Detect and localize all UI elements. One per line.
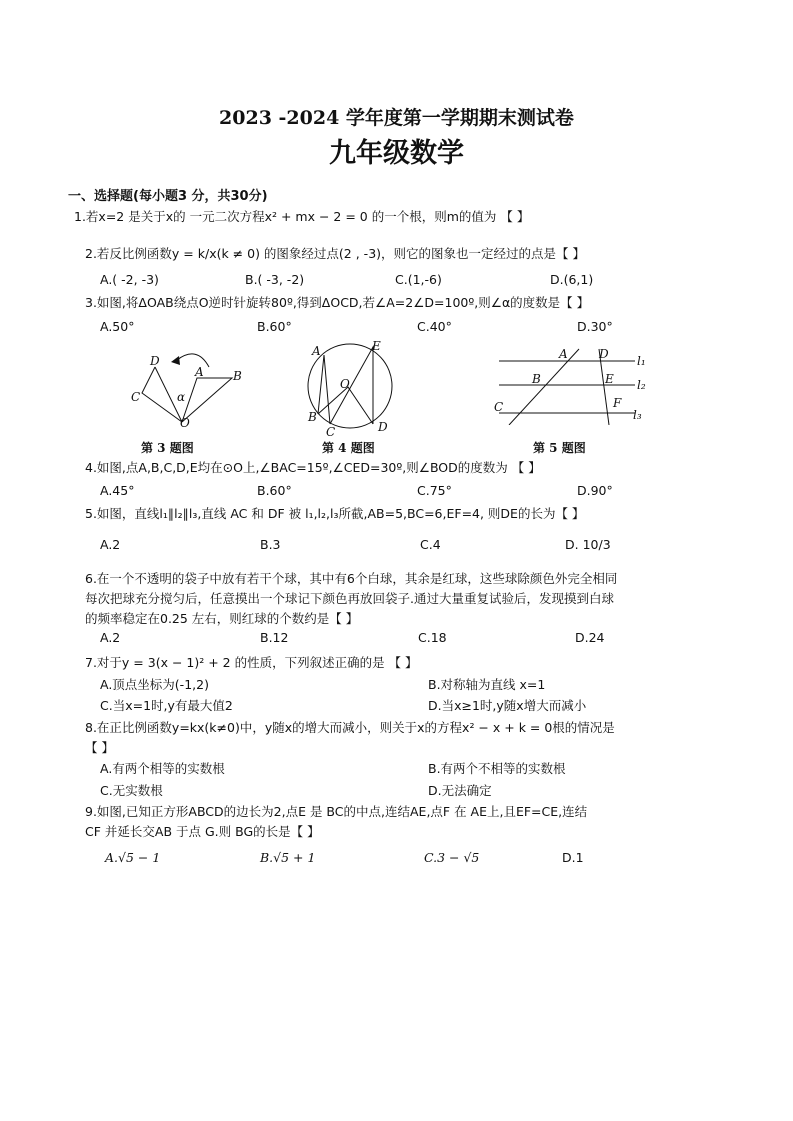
question-4: 4.如图,点A,B,C,D,E均在⊙O上,∠BAC=15º,∠CED=30º,则∠BOD的度数为 【 】 xyxy=(85,460,541,475)
question-9-line-2: CF 并延长交AB 于点 G.则 BG的长是【 】 xyxy=(85,824,320,839)
question-9-line-1: 9.如图,已知正方形ABCD的边长为2,点E 是 BC的中点,连结AE,点F 在 AE上,且EF=CE,连结 xyxy=(85,804,588,819)
fig5-label-b: B xyxy=(532,372,541,386)
fig4-label-d: D xyxy=(378,420,388,434)
fig3-label-o: O xyxy=(180,416,190,430)
fig3-label-d: D xyxy=(150,354,160,368)
q8-option-d: D.无法确定 xyxy=(428,783,492,798)
q2-option-d: D.(6,1) xyxy=(550,272,594,287)
q3-option-b: B.60° xyxy=(257,319,292,334)
fig4-label-a: A xyxy=(312,344,321,358)
fig5-label-a: A xyxy=(559,347,568,361)
q5-option-c: C.4 xyxy=(420,537,441,552)
q8-option-a: A.有两个相等的实数根 xyxy=(100,761,225,776)
q7-option-a: A.顶点坐标为(-1,2) xyxy=(100,677,209,692)
q6-option-c: C.18 xyxy=(418,630,447,645)
fig4-label-o: O xyxy=(340,377,350,391)
fig3-rotation-arc xyxy=(177,354,209,367)
question-6-line-3: 的频率稳定在0.25 左右，则红球的个数约是【 】 xyxy=(85,611,359,626)
q6-option-b: B.12 xyxy=(260,630,289,645)
figure-4 xyxy=(300,338,410,438)
figure-3 xyxy=(125,345,255,430)
q3-option-c: C.40° xyxy=(417,319,452,334)
fig3-label-a: A xyxy=(195,365,204,379)
fig4-radii-obd xyxy=(318,387,373,424)
question-7: 7.对于y = 3(x − 1)² + 2 的性质，下列叙述正确的是 【 】 xyxy=(85,655,418,670)
fig5-label-l3: l₃ xyxy=(633,408,642,422)
fig5-label-f: F xyxy=(613,396,622,410)
q6-option-d: D.24 xyxy=(575,630,605,645)
q4-option-c: C.75° xyxy=(417,483,452,498)
q6-option-a: A.2 xyxy=(100,630,121,645)
figure-3-caption: 第 3 题图 xyxy=(141,441,194,455)
fig4-label-c: C xyxy=(326,425,336,438)
exam-subtitle: 九年级数学 xyxy=(329,138,464,169)
fig3-arrow-head xyxy=(171,356,180,365)
fig3-triangle-ocd xyxy=(142,367,182,422)
fig4-label-b: B xyxy=(308,410,317,424)
figure-4-caption: 第 4 题图 xyxy=(322,441,375,455)
q4-option-a: A.45° xyxy=(100,483,135,498)
question-5: 5.如图，直线l₁∥l₂∥l₃,直线 AC 和 DF 被 l₁,l₂,l₃所截,AB=5,BC=6,EF=4, 则DE的长为【 】 xyxy=(85,506,585,521)
question-8-line-2: 【 】 xyxy=(85,740,114,755)
q8-option-c: C.无实数根 xyxy=(100,783,163,798)
q9-option-d: D.1 xyxy=(562,850,584,865)
q5-option-b: B.3 xyxy=(260,537,281,552)
fig4-chord-ab xyxy=(318,355,324,414)
section-heading: 一、选择题(每小题3 分，共30分) xyxy=(68,189,268,204)
question-1: 1.若x=2 是关于x的 一元二次方程x² + mx − 2 = 0 的一个根，则m的值为 【 】 xyxy=(74,209,530,224)
fig5-label-d: D xyxy=(599,347,609,361)
q5-option-d: D. 10/3 xyxy=(565,537,611,552)
fig3-label-b: B xyxy=(233,369,242,383)
exam-title: 2023 -2024 学年度第一学期期末测试卷 xyxy=(219,107,574,129)
q3-option-d: D.30° xyxy=(577,319,613,334)
q4-option-d: D.90° xyxy=(577,483,613,498)
question-3: 3.如图,将ΔOAB绕点O逆时针旋转80º,得到ΔOCD,若∠A=2∠D=100º,则∠α的度数是【 】 xyxy=(85,295,590,310)
fig4-chord-ac xyxy=(324,355,330,424)
q4-option-b: B.60° xyxy=(257,483,292,498)
q2-option-b: B.( -3, -2) xyxy=(245,272,305,287)
q9-option-a: A.√5 − 1 xyxy=(105,850,161,865)
fig5-label-l2: l₂ xyxy=(637,378,646,392)
q9-option-b: B.√5 + 1 xyxy=(260,850,316,865)
question-6-line-1: 6.在一个不透明的袋子中放有若干个球，其中有6个白球，其余是红球，这些球除颜色外完全相同 xyxy=(85,571,618,586)
question-2: 2.若反比例函数y = k/x(k ≠ 0) 的图象经过点(2 , -3)，则它的图象也一定经过的点是【 】 xyxy=(85,246,585,261)
q5-option-a: A.2 xyxy=(100,537,121,552)
fig3-label-alpha: α xyxy=(177,390,186,404)
question-8-line-1: 8.在正比例函数y=kx(k≠0)中，y随x的增大而减小，则关于x的方程x² − x + k = 0根的情况是 xyxy=(85,720,615,735)
fig4-label-e: E xyxy=(372,339,381,353)
fig5-label-l1: l₁ xyxy=(637,354,646,368)
figure-5 xyxy=(487,345,652,425)
fig5-line-ac xyxy=(509,349,579,425)
fig3-label-c: C xyxy=(131,390,141,404)
q7-option-d: D.当x≥1时,y随x增大而减小 xyxy=(428,698,587,713)
q8-option-b: B.有两个不相等的实数根 xyxy=(428,761,566,776)
figure-5-caption: 第 5 题图 xyxy=(533,441,586,455)
q2-option-c: C.(1,-6) xyxy=(395,272,442,287)
q7-option-b: B.对称轴为直线 x=1 xyxy=(428,677,546,692)
q7-option-c: C.当x=1时,y有最大值2 xyxy=(100,698,233,713)
q2-option-a: A.( -2, -3) xyxy=(100,272,159,287)
fig5-label-c: C xyxy=(494,400,504,414)
q9-option-c: C.3 − √5 xyxy=(424,850,480,865)
fig4-chords-ce-ed xyxy=(330,347,373,424)
q3-option-a: A.50° xyxy=(100,319,135,334)
question-6-line-2: 每次把球充分搅匀后，任意摸出一个球记下颜色再放回袋子.通过大量重复试验后，发现摸到白球 xyxy=(85,591,614,606)
fig5-label-e: E xyxy=(605,372,614,386)
